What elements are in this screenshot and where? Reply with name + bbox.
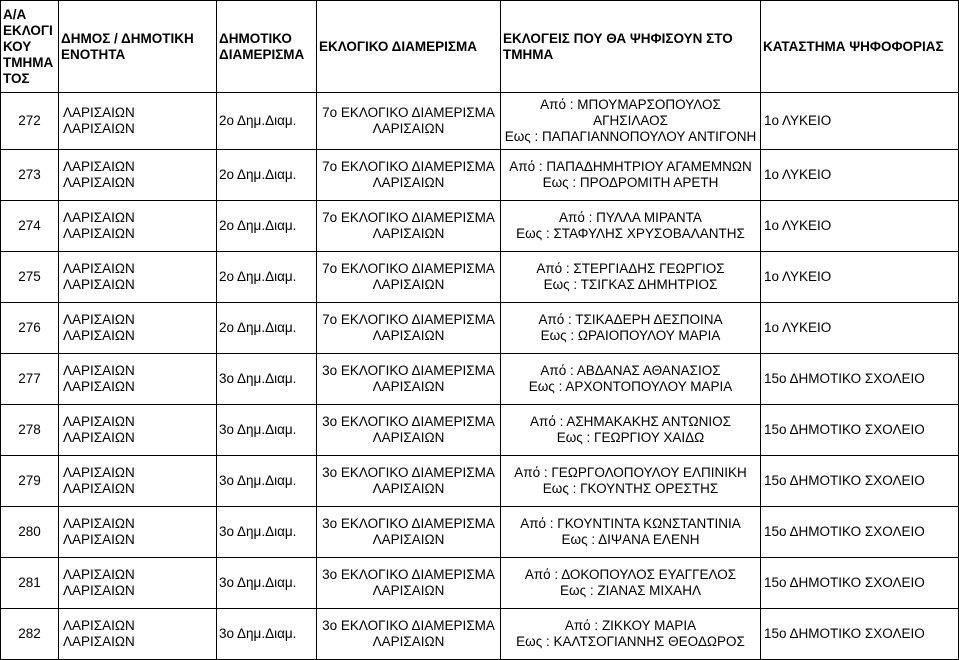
row-number-line: 275	[18, 269, 41, 284]
table-row	[1, 303, 959, 354]
municipal-unit	[59, 201, 217, 252]
municipal-district	[217, 405, 317, 456]
polling-place	[761, 93, 959, 150]
municipal-district-line: 3ο Δημ.Διαμ.	[219, 626, 297, 641]
polling-place	[761, 354, 959, 405]
voters-range	[501, 201, 761, 252]
municipal-unit-line: ΛΑΡΙΣΑΙΩΝ	[63, 634, 135, 649]
row-number-line: 274	[18, 218, 41, 233]
municipal-district-line: 3ο Δημ.Διαμ.	[219, 524, 297, 539]
municipal-district	[217, 609, 317, 660]
row-number	[1, 303, 59, 354]
row-number	[1, 558, 59, 609]
electoral-district-line: 3ο ΕΚΛΟΓΙΚΟ ΔΙΑΜΕΡΙΣΜΑ	[322, 414, 495, 429]
voters-range	[501, 252, 761, 303]
electoral-district	[317, 609, 501, 660]
row-number	[1, 456, 59, 507]
municipal-unit	[59, 456, 217, 507]
voters-range-line: Εως : ΠΡΟΔΡΟΜΙΤΗ ΑΡΕΤΗ	[542, 175, 719, 190]
header-aa-line: ΤΟΣ	[3, 70, 30, 86]
municipal-unit-line: ΛΑΡΙΣΑΙΩΝ	[63, 414, 135, 429]
header-row	[1, 1, 959, 93]
electoral-district-line: 3ο ΕΚΛΟΓΙΚΟ ΔΙΑΜΕΡΙΣΜΑ	[322, 363, 495, 378]
header-district	[317, 1, 501, 93]
municipal-district-line: 2ο Δημ.Διαμ.	[219, 320, 297, 335]
municipal-district	[217, 150, 317, 201]
municipal-unit	[59, 303, 217, 354]
table-row	[1, 456, 959, 507]
voters-range-line: Εως : ΓΕΩΡΓΙΟΥ ΧΑΙΔΩ	[556, 430, 705, 445]
polling-place	[761, 201, 959, 252]
voters-range-line: Εως : ΠΑΠΑΓΙΑΝΝΟΠΟΥΛΟΥ ΑΝΤΙΓΟΝΗ	[504, 129, 757, 144]
municipal-unit	[59, 354, 217, 405]
polling-place	[761, 150, 959, 201]
header-aa	[1, 1, 59, 93]
table-row	[1, 354, 959, 405]
row-number	[1, 93, 59, 150]
row-number-line: 272	[18, 113, 41, 128]
table-row	[1, 93, 959, 150]
polling-place-line: 1ο ΛΥΚΕΙΟ	[764, 320, 832, 335]
municipal-district	[217, 303, 317, 354]
row-number-line: 280	[18, 524, 41, 539]
polling-place-line: 1ο ΛΥΚΕΙΟ	[764, 269, 832, 284]
polling-place-line: 15ο ΔΗΜΟΤΙΚΟ ΣΧΟΛΕΙΟ	[764, 422, 925, 437]
header-voters-line: ΕΚΛΟΓΕΙΣ ΠΟΥ ΘΑ ΨΗΦΙΣΟΥΝ ΣΤΟ	[503, 30, 733, 46]
table-row	[1, 201, 959, 252]
header-aa-line: ΕΚΛΟΓΙ	[3, 22, 53, 38]
electoral-district-line: ΛΑΡΙΣΑΙΩΝ	[372, 277, 445, 292]
row-number	[1, 354, 59, 405]
header-place	[761, 1, 959, 93]
voters-range-line: Από : ΑΒΔΑΝΑΣ ΑΘΑΝΑΣΙΟΣ	[540, 363, 721, 378]
municipal-unit	[59, 252, 217, 303]
voters-range-line: Από : ΜΠΟΥΜΑΡΣΟΠΟΥΛΟΣ	[540, 97, 721, 112]
row-number	[1, 405, 59, 456]
electoral-district	[317, 93, 501, 150]
municipal-district-line: 2ο Δημ.Διαμ.	[219, 113, 297, 128]
polling-place-line: 15ο ΔΗΜΟΤΙΚΟ ΣΧΟΛΕΙΟ	[764, 575, 925, 590]
table-row	[1, 405, 959, 456]
electoral-district	[317, 456, 501, 507]
electoral-district-line: 7ο ΕΚΛΟΓΙΚΟ ΔΙΑΜΕΡΙΣΜΑ	[322, 159, 495, 174]
voters-range	[501, 354, 761, 405]
header-unit	[217, 1, 317, 93]
electoral-district-line: ΛΑΡΙΣΑΙΩΝ	[372, 328, 445, 343]
table-row	[1, 558, 959, 609]
voters-range	[501, 405, 761, 456]
municipal-unit	[59, 609, 217, 660]
municipal-unit-line: ΛΑΡΙΣΑΙΩΝ	[63, 618, 135, 633]
municipal-unit-line: ΛΑΡΙΣΑΙΩΝ	[63, 379, 135, 394]
municipal-district-line: 3ο Δημ.Διαμ.	[219, 422, 297, 437]
municipal-district-line: 2ο Δημ.Διαμ.	[219, 218, 297, 233]
voters-range-line: Από : ΑΣΗΜΑΚΑΚΗΣ ΑΝΤΩΝΙΟΣ	[530, 414, 731, 429]
row-number-line: 279	[18, 473, 41, 488]
municipal-unit-line: ΛΑΡΙΣΑΙΩΝ	[63, 430, 135, 445]
header-aa-line: ΚΟΥ	[3, 38, 32, 54]
electoral-district-line: ΛΑΡΙΣΑΙΩΝ	[372, 583, 445, 598]
electoral-district	[317, 252, 501, 303]
polling-place-line: 15ο ΔΗΜΟΤΙΚΟ ΣΧΟΛΕΙΟ	[764, 524, 925, 539]
municipal-unit-line: ΛΑΡΙΣΑΙΩΝ	[63, 516, 135, 531]
voters-range-line: Εως : ΩΡΑΙΟΠΟΥΛΟΥ ΜΑΡΙΑ	[540, 328, 721, 343]
voters-range-line: Εως : ΤΣΙΓΚΑΣ ΔΗΜΗΤΡΙΟΣ	[543, 277, 718, 292]
electoral-district-line: 7ο ΕΚΛΟΓΙΚΟ ΔΙΑΜΕΡΙΣΜΑ	[322, 105, 495, 120]
municipal-district	[217, 93, 317, 150]
electoral-district-line: ΛΑΡΙΣΑΙΩΝ	[372, 379, 445, 394]
municipal-unit-line: ΛΑΡΙΣΑΙΩΝ	[63, 465, 135, 480]
polling-place-line: 15ο ΔΗΜΟΤΙΚΟ ΣΧΟΛΕΙΟ	[764, 371, 925, 386]
polling-place	[761, 558, 959, 609]
row-number	[1, 507, 59, 558]
electoral-district	[317, 150, 501, 201]
polling-place	[761, 456, 959, 507]
voters-range-line: Εως : ΖΙΑΝΑΣ ΜΙΧΑΗΛ	[560, 583, 701, 598]
row-number-line: 282	[18, 626, 41, 641]
voters-range-line: Από : ΖΙΚΚΟΥ ΜΑΡΙΑ	[564, 618, 697, 633]
municipal-unit	[59, 405, 217, 456]
header-municipal	[59, 1, 217, 93]
voters-range-line: Από : ΓΕΩΡΓΟΛΟΠΟΥΛΟΥ ΕΛΠΙΝΙΚΗ	[514, 465, 747, 480]
electoral-district	[317, 507, 501, 558]
electoral-district-line: ΛΑΡΙΣΑΙΩΝ	[372, 121, 445, 136]
municipal-unit-line: ΛΑΡΙΣΑΙΩΝ	[63, 532, 135, 547]
polling-place	[761, 609, 959, 660]
electoral-district-line: ΛΑΡΙΣΑΙΩΝ	[372, 175, 445, 190]
electoral-district	[317, 303, 501, 354]
polling-place	[761, 507, 959, 558]
electoral-district-line: ΛΑΡΙΣΑΙΩΝ	[372, 430, 445, 445]
voters-range-line: Από : ΠΥΛΛΑ ΜΙΡΑΝΤΑ	[559, 210, 702, 225]
voters-range-line: Από : ΓΚΟΥΝΤΙΝΤΑ ΚΩΝΣΤΑΝΤΙΝΙΑ	[520, 516, 741, 531]
voters-range-line: Από : ΤΣΙΚΑΔΕΡΗ ΔΕΣΠΟΙΝΑ	[538, 312, 723, 327]
municipal-unit-line: ΛΑΡΙΣΑΙΩΝ	[63, 121, 135, 136]
polling-place-line: 1ο ΛΥΚΕΙΟ	[764, 218, 832, 233]
polling-place-line: 15ο ΔΗΜΟΤΙΚΟ ΣΧΟΛΕΙΟ	[764, 473, 925, 488]
row-number-line: 278	[18, 422, 41, 437]
polling-place	[761, 405, 959, 456]
voters-range-line: Εως : ΚΑΛΤΣΟΓΙΑΝΝΗΣ ΘΕΟΔΩΡΟΣ	[516, 634, 745, 649]
municipal-unit-line: ΛΑΡΙΣΑΙΩΝ	[63, 226, 135, 241]
polling-place	[761, 303, 959, 354]
municipal-unit	[59, 507, 217, 558]
voters-range	[501, 609, 761, 660]
header-aa-line: Α/Α	[3, 6, 27, 22]
electoral-district-line: 7ο ΕΚΛΟΓΙΚΟ ΔΙΑΜΕΡΙΣΜΑ	[322, 210, 495, 225]
header-place-line: ΚΑΤΑΣΤΗΜΑ ΨΗΦΟΦΟΡΙΑΣ	[763, 38, 944, 54]
municipal-unit-line: ΛΑΡΙΣΑΙΩΝ	[63, 312, 135, 327]
row-number	[1, 150, 59, 201]
electoral-district-line: ΛΑΡΙΣΑΙΩΝ	[372, 226, 445, 241]
municipal-district-line: 3ο Δημ.Διαμ.	[219, 371, 297, 386]
polling-place-line: 15ο ΔΗΜΟΤΙΚΟ ΣΧΟΛΕΙΟ	[764, 626, 925, 641]
voters-range	[501, 150, 761, 201]
electoral-district-line: ΛΑΡΙΣΑΙΩΝ	[372, 634, 445, 649]
table-row	[1, 150, 959, 201]
polling-place-line: 1ο ΛΥΚΕΙΟ	[764, 167, 832, 182]
municipal-unit-line: ΛΑΡΙΣΑΙΩΝ	[63, 210, 135, 225]
municipal-unit-line: ΛΑΡΙΣΑΙΩΝ	[63, 481, 135, 496]
municipal-unit-line: ΛΑΡΙΣΑΙΩΝ	[63, 175, 135, 190]
row-number-line: 281	[18, 575, 41, 590]
municipal-district	[217, 507, 317, 558]
municipal-district	[217, 354, 317, 405]
municipal-district	[217, 252, 317, 303]
row-number-line: 277	[18, 371, 41, 386]
header-municipal-line: ΔΗΜΟΣ / ΔΗΜΟΤΙΚΗ	[61, 30, 194, 46]
polling-place-line: 1ο ΛΥΚΕΙΟ	[764, 113, 832, 128]
municipal-district	[217, 201, 317, 252]
voters-range-line: Εως : ΣΤΑΦΥΛΗΣ ΧΡΥΣΟΒΑΛΑΝΤΗΣ	[516, 226, 745, 241]
municipal-unit	[59, 558, 217, 609]
row-number	[1, 609, 59, 660]
header-voters	[501, 1, 761, 93]
voters-range	[501, 558, 761, 609]
electoral-district-line: 3ο ΕΚΛΟΓΙΚΟ ΔΙΑΜΕΡΙΣΜΑ	[322, 567, 495, 582]
voters-range	[501, 303, 761, 354]
municipal-district	[217, 456, 317, 507]
electoral-district-line: 7ο ΕΚΛΟΓΙΚΟ ΔΙΑΜΕΡΙΣΜΑ	[322, 312, 495, 327]
voters-range-line: Εως : ΑΡΧΟΝΤΟΠΟΥΛΟΥ ΜΑΡΙΑ	[528, 379, 733, 394]
municipal-unit-line: ΛΑΡΙΣΑΙΩΝ	[63, 583, 135, 598]
municipal-district-line: 2ο Δημ.Διαμ.	[219, 167, 297, 182]
voters-range	[501, 456, 761, 507]
header-municipal-line: ΕΝΟΤΗΤΑ	[61, 46, 126, 62]
municipal-unit-line: ΛΑΡΙΣΑΙΩΝ	[63, 363, 135, 378]
table-row	[1, 507, 959, 558]
municipal-unit-line: ΛΑΡΙΣΑΙΩΝ	[63, 159, 135, 174]
row-number-line: 276	[18, 320, 41, 335]
voters-range-line: Από : ΣΤΕΡΓΙΑΔΗΣ ΓΕΩΡΓΙΟΣ	[536, 261, 725, 276]
electoral-district-line: 3ο ΕΚΛΟΓΙΚΟ ΔΙΑΜΕΡΙΣΜΑ	[322, 618, 495, 633]
header-aa-line: ΤΜΗΜΑ	[3, 54, 54, 70]
municipal-unit	[59, 150, 217, 201]
header-district-line: ΕΚΛΟΓΙΚΟ ΔΙΑΜΕΡΙΣΜΑ	[319, 38, 477, 54]
electoral-district-line: ΛΑΡΙΣΑΙΩΝ	[372, 532, 445, 547]
electoral-district	[317, 405, 501, 456]
electoral-district-line: ΛΑΡΙΣΑΙΩΝ	[372, 481, 445, 496]
electoral-district-line: 3ο ΕΚΛΟΓΙΚΟ ΔΙΑΜΕΡΙΣΜΑ	[322, 465, 495, 480]
municipal-district-line: 2ο Δημ.Διαμ.	[219, 269, 297, 284]
header-unit-line: ΔΗΜΟΤΙΚΟ	[219, 30, 292, 46]
voters-range-line: Εως : ΓΚΟΥΝΤΗΣ ΟΡΕΣΤΗΣ	[542, 481, 719, 496]
municipal-unit-line: ΛΑΡΙΣΑΙΩΝ	[63, 261, 135, 276]
voters-range	[501, 507, 761, 558]
municipal-district-line: 3ο Δημ.Διαμ.	[219, 575, 297, 590]
voters-range-line: Από : ΔΟΚΟΠΟΥΛΟΣ ΕΥΑΓΓΕΛΟΣ	[524, 567, 737, 582]
voters-range	[501, 93, 761, 150]
electoral-district-line: 3ο ΕΚΛΟΓΙΚΟ ΔΙΑΜΕΡΙΣΜΑ	[322, 516, 495, 531]
municipal-unit	[59, 93, 217, 150]
voters-range-line: Από : ΠΑΠΑΔΗΜΗΤΡΙΟΥ ΑΓΑΜΕΜΝΩΝ	[509, 159, 752, 174]
electoral-district	[317, 354, 501, 405]
header-unit-line: ΔΙΑΜΕΡΙΣΜΑ	[219, 46, 305, 62]
municipal-unit-line: ΛΑΡΙΣΑΙΩΝ	[63, 567, 135, 582]
table-row	[1, 609, 959, 660]
table-row	[1, 252, 959, 303]
row-number	[1, 201, 59, 252]
municipal-unit-line: ΛΑΡΙΣΑΙΩΝ	[63, 105, 135, 120]
municipal-unit-line: ΛΑΡΙΣΑΙΩΝ	[63, 328, 135, 343]
voters-range-line: Εως : ΔΙΨΑΝΑ ΕΛΕΝΗ	[561, 532, 700, 547]
municipal-district	[217, 558, 317, 609]
row-number-line: 273	[18, 167, 41, 182]
voters-range-line: ΑΓΗΣΙΛΑΟΣ	[593, 113, 668, 128]
electoral-district	[317, 558, 501, 609]
row-number	[1, 252, 59, 303]
electoral-district	[317, 201, 501, 252]
polling-place	[761, 252, 959, 303]
electoral-district-line: 7ο ΕΚΛΟΓΙΚΟ ΔΙΑΜΕΡΙΣΜΑ	[322, 261, 495, 276]
municipal-unit-line: ΛΑΡΙΣΑΙΩΝ	[63, 277, 135, 292]
municipal-district-line: 3ο Δημ.Διαμ.	[219, 473, 297, 488]
header-voters-line: ΤΜΗΜΑ	[503, 46, 554, 62]
